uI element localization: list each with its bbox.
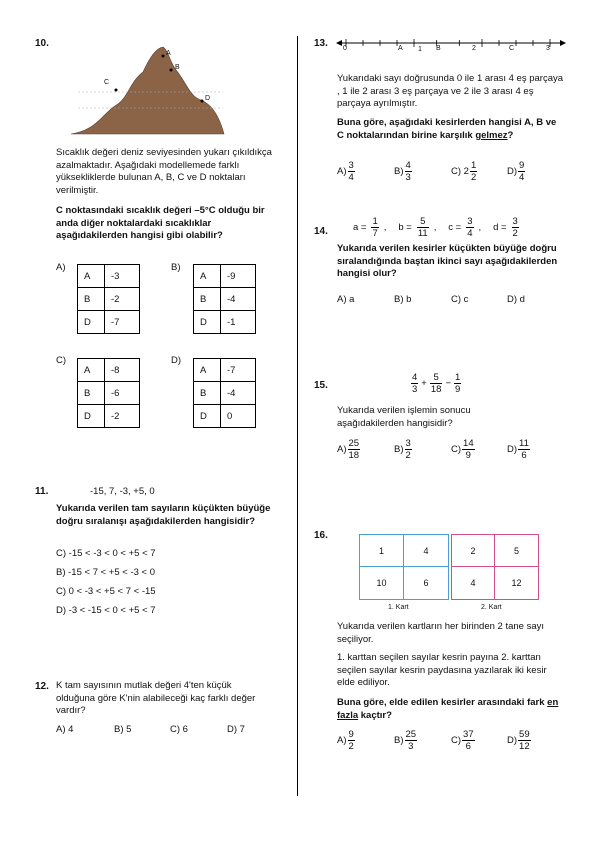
q12-option-d[interactable]: D) 7: [227, 724, 245, 735]
q11-number: 11.: [35, 486, 49, 497]
mountain-label-a: A: [166, 50, 171, 57]
q11-given: -15, 7, -3, +5, 0: [90, 486, 155, 497]
q15-number: 15.: [314, 380, 328, 391]
mountain-label-b: B: [175, 64, 180, 71]
mountain-illustration: [68, 42, 228, 136]
q13-option-d[interactable]: D) 9 4: [507, 160, 525, 183]
card-2-cell: 4: [452, 567, 495, 599]
q14-option-c[interactable]: C) c: [451, 294, 469, 305]
card-1-label: 1. Kart: [388, 604, 409, 611]
q16-option-d[interactable]: D) 59 12: [507, 729, 530, 752]
q15-text: Yukarıda verilen işlemin sonucu aşağıdakilerden hangisidir?: [337, 405, 471, 429]
q12-number: 12.: [35, 681, 49, 692]
q10-option-c-table[interactable]: A -8 B -6 D -2: [77, 358, 140, 428]
q11-question: Yukarıda verilen tam sayıların küçükten büyüğe doğru sıralanışı aşağıdakilerden hangisidir?: [56, 503, 271, 527]
line-label-2: 2: [472, 45, 476, 52]
q12-option-c[interactable]: C) 6: [170, 724, 188, 735]
q10-text: Sıcaklık değeri deniz seviyesinden yukarı çıkıldıkça azalmaktadır. Aşağıdaki modellemede farklı yüksekliklerde bulunan A, B, C ve D noktaları verilmiştir.: [56, 147, 272, 196]
q13-option-b[interactable]: B) 4 3: [394, 160, 411, 183]
q14-question: Yukarıda verilen kesirler küçükten büyüğe doğru sıralandığında baştan ikinci sayı aşağıdakilerden hangisi olur?: [337, 243, 558, 279]
card-2-cell: 12: [511, 578, 522, 588]
q16-text-2: 1. karttan seçilen sayılar kesrin payına 2. karttan seçilen sayılar kesrin paydasına yazılarak iki kesir elde ediliyor.: [337, 652, 547, 688]
line-label-0: 0: [343, 45, 347, 52]
q12-text: K tam sayısının mutlak değeri 4'ten küçük olduğuna göre K'nin alabileceği kaç farklı değer vardır?: [56, 680, 256, 716]
q11-option-1[interactable]: C) -15 < -3 < 0 < +5 < 7: [56, 548, 156, 559]
q12-option-a[interactable]: A) 4: [56, 724, 74, 735]
line-label-c: C: [509, 45, 515, 52]
q10-option-d-table[interactable]: A -7 B -4 D 0: [193, 358, 256, 428]
q10-option-b-letter[interactable]: B): [171, 262, 181, 273]
card-1: [359, 534, 449, 600]
q16-text-1: Yukarıda verilen kartların her birinden 2 tane sayı seçiliyor.: [337, 621, 545, 645]
mountain-label-d: D: [205, 95, 211, 102]
q15-option-b[interactable]: B) 3 2: [394, 438, 411, 461]
q14-option-b[interactable]: B) b: [394, 294, 412, 305]
q14-option-d[interactable]: D) d: [507, 294, 525, 305]
q14-option-a[interactable]: A) a: [337, 294, 355, 305]
card-2-label: 2. Kart: [481, 604, 502, 611]
mountain-label-c: C: [104, 79, 110, 86]
q13-number: 13.: [314, 38, 328, 49]
q11-option-3[interactable]: C) 0 < -3 < +5 < 7 < -15: [56, 586, 156, 597]
line-label-3: 3: [546, 45, 550, 52]
q14-number: 14.: [314, 226, 328, 237]
q16-number: 16.: [314, 530, 328, 541]
q16-option-c[interactable]: C) 37 6: [451, 729, 474, 752]
line-label-a: A: [398, 45, 403, 52]
q15-option-a[interactable]: A) 25 18: [337, 438, 360, 461]
card-2-cell: 2: [452, 535, 495, 567]
q11-option-2[interactable]: B) -15 < 7 < +5 < -3 < 0: [56, 567, 156, 578]
q15-option-c[interactable]: C) 14 9: [451, 438, 474, 461]
q15-option-d[interactable]: D) 11 6: [507, 438, 529, 461]
line-label-b: B: [436, 45, 441, 52]
q13-text: Yukarıdaki sayı doğrusunda 0 ile 1 arası 4 eş parçaya , 1 ile 2 arası 3 eş parçaya ve 2 ile 3 arası 4 eş parçaya ayrılmıştır.: [337, 73, 564, 109]
card-2: [451, 534, 539, 600]
card-1-cell: 10: [360, 567, 404, 599]
line-label-1: 1: [418, 46, 422, 53]
q16-option-a[interactable]: A) 9 2: [337, 729, 354, 752]
q10-option-b-table[interactable]: A -9 B -4 D -1: [193, 264, 256, 334]
q10-option-d-letter[interactable]: D): [171, 355, 182, 366]
q14-fractions: a = $\frac{1}{7}$ , b = $\frac{5}{11}$ , c = $\frac{3}{4}$ , d = $\frac{3}{2}$: [353, 216, 518, 239]
card-1-cell: 4: [404, 535, 448, 567]
card-2-cell: 5: [495, 535, 538, 567]
q15-expression: 4 3 + $\frac{5}{18}$ − $\frac{1}{9}$: [412, 372, 461, 395]
q10-number: 10.: [35, 38, 49, 49]
card-1-cell: 6: [423, 578, 429, 588]
q13-question: Buna göre, aşağıdaki kesirlerden hangisi A, B ve C noktalarından birine karşılık gelmez?: [337, 117, 557, 141]
q10-option-c-letter[interactable]: C): [56, 355, 67, 366]
q16-question: Buna göre, elde edilen kesirler arasındaki fark en fazla kaçtır?: [337, 697, 559, 721]
q13-option-a[interactable]: A) 3 4: [337, 160, 354, 183]
number-line: [336, 36, 566, 50]
q10-option-a-letter[interactable]: A): [56, 262, 66, 273]
q13-option-c[interactable]: C) 2 1 2: [451, 160, 477, 183]
q10-option-a-table[interactable]: A -3 B -2 D -7: [77, 264, 140, 334]
q12-option-b[interactable]: B) 5: [114, 724, 132, 735]
column-divider: [297, 36, 298, 796]
q11-option-4[interactable]: D) -3 < -15 < 0 < +5 < 7: [56, 605, 156, 616]
card-1-cell: 1: [360, 535, 404, 567]
q16-option-b[interactable]: B) 25 3: [394, 729, 417, 752]
q10-question: C noktasındaki sıcaklık değeri –5°C olduğu bir anda diğer noktalardaki sıcaklıklar aşağıdakilerden hangisi gibi olabilir?: [56, 205, 265, 241]
